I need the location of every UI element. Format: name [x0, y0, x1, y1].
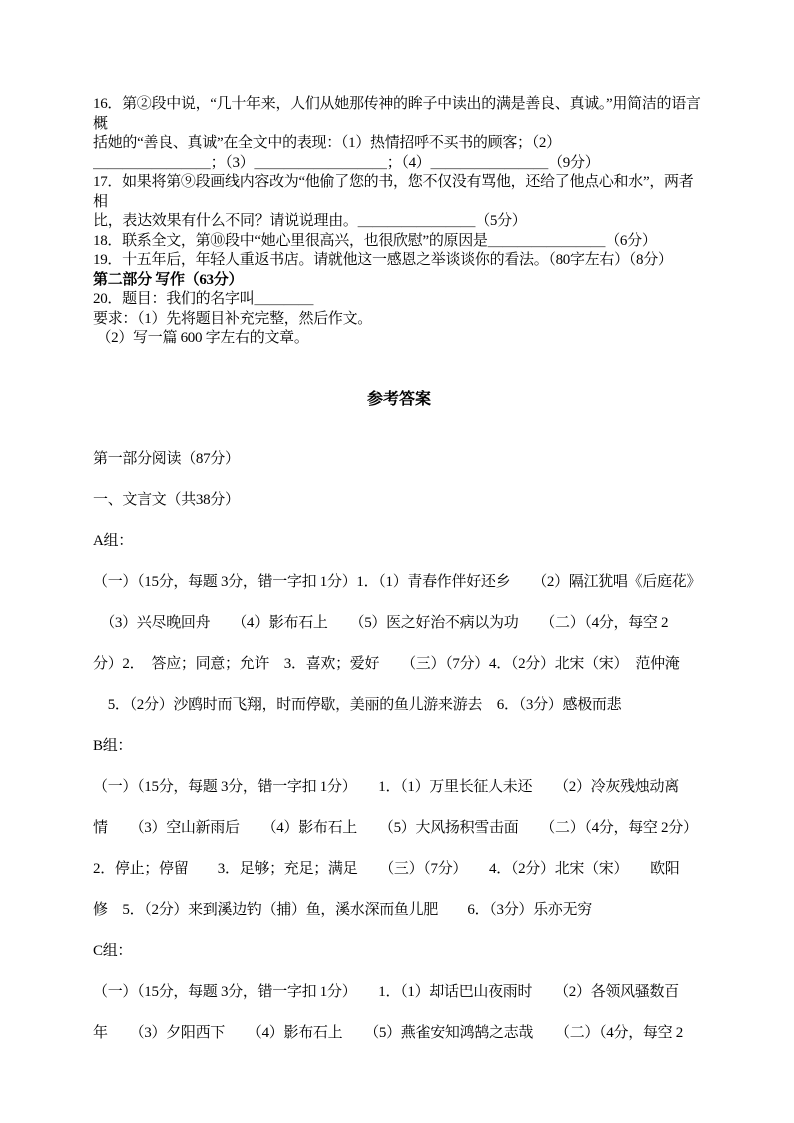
answer-group-a-label: A组： — [93, 532, 133, 549]
question-line: 16．第②段中说，“几十年来，人们从她那传神的眸子中读出的满是善良、真诚。”用简洁的语言概 — [93, 96, 701, 132]
question-line: 19．十五年后，年轻人重返书店。请就他这一感恩之举谈谈你的看法。（80字左右）（8分） — [93, 252, 673, 268]
document-content — [93, 95, 705, 1054]
answer-line: 年 （3）夕阳西下 （4）影布石上 （5）燕雀安知鸿鹄之志哉 （二）（4分，每空 2 — [93, 1024, 683, 1041]
question-line: （2）写一篇 600 字左右的文章。 — [93, 330, 309, 346]
question-line: 20．题目：我们的名字叫＿＿＿＿ — [93, 291, 314, 307]
answer-line: （3）兴尽晚回舟 （4）影布石上 （5）医之好治不病以为功 （二）（4分，每空 2 — [93, 614, 669, 631]
answer-key-heading: 参考答案 — [366, 390, 431, 408]
question-line: 比，表达效果有什么不同？请说说理由。＿＿＿＿＿＿＿＿（5分） — [93, 213, 527, 229]
answer-line: 2．停止；停留 3．足够；充足；满足 （三）（7分） 4．（2分）北宋（宋） 欧阳 — [93, 860, 680, 877]
answer-line: 5．（2分）沙鸥时而飞翔，时而停歇，美丽的鱼儿游来游去 6．（3分）感极而悲 — [93, 696, 622, 713]
section-title-writing: 第二部分 写作（63分） — [93, 271, 244, 288]
answer-line: 修 5．（2分）来到溪边钓（捕）鱼，溪水深而鱼儿肥 6．（3分）乐亦无穷 — [93, 901, 592, 918]
answer-group-b-label: B组： — [93, 737, 133, 754]
question-line: 要求：（1）先将题目补充完整，然后作文。 — [93, 310, 373, 327]
questions-block — [93, 95, 705, 349]
answer-group-c-label: C组： — [93, 942, 133, 959]
question-line: 18．联系全文，第⑩段中“她心里很高兴，也很欣慰”的原因是＿＿＿＿＿＿＿＿（6分） — [93, 232, 657, 249]
question-line: 17．如果将第⑨段画线内容改为“他偷了您的书，您不仅没有骂他，还给了他点心和水”，两者相 — [93, 174, 694, 210]
answer-line: （一）（15分，每题 3分，错一字扣 1分） 1．（1）万里长征人未还 （2）冷灰残烛动离 — [93, 778, 679, 795]
question-line: 括她的“善良、真诚”在全文中的表现：（1）热情招呼不买书的顾客；（2） — [93, 135, 561, 151]
answer-line: （一）（15分，每题 3分，错一字扣 1分）1．（1）青春作伴好还乡 （2）隔江犹唱《后庭花》 — [93, 573, 702, 590]
answer-key-block — [93, 439, 705, 1054]
answer-section-subtitle: 一、文言文（共38分） — [93, 491, 240, 508]
answer-section-title: 第一部分阅读（87分） — [93, 450, 240, 467]
question-line: ＿＿＿＿＿＿＿＿；（3）＿＿＿＿＿＿＿＿＿；（4）＿＿＿＿＿＿＿＿（9分） — [93, 154, 600, 171]
answer-line: （一）（15分，每题 3分，错一字扣 1分） 1．（1）却话巴山夜雨时 （2）各领风骚数百 — [93, 983, 679, 1000]
answer-line: 分）2． 答应；同意；允许 3．喜欢；爱好 （三）（7分）4．（2分）北宋（宋） 范仲淹 — [93, 655, 680, 672]
answer-line: 情 （3）空山新雨后 （4）影布石上 （5）大风扬积雪击面 （二）（4分，每空 2分） — [93, 819, 698, 836]
